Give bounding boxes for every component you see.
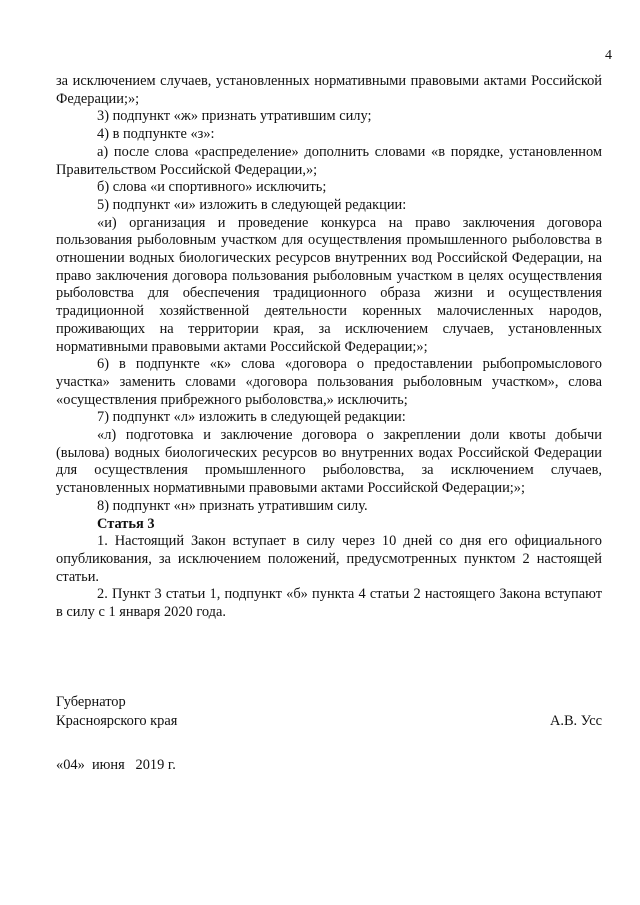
- signature-date: «04» июня 2019 г.: [56, 757, 176, 773]
- paragraph-subitem-5: 5) подпункт «и» изложить в следующей редакции:: [97, 196, 407, 213]
- paragraph-subitem-4: 4) в подпункте «з»:: [97, 126, 215, 143]
- paragraph-subitem-5-text: «и) организация и проведение конкурса на право заключения договора пользования рыболовным участком для осуществления промышленного рыболовства в отношении водных биологических ресурсов внутренних вод Российской Федерации, на право заключения договора пользования рыболовным участком в целях осуществления рыболовства для обеспечения традиционного образа жизни и осуществления традиционной хозяйственной деятельности коренных малочисленных народов, проживающих на территории края, за исключением случаев, установленных нормативными правовыми актами Российской Федерации;»;: [56, 214, 602, 355]
- article-3-paragraph-2: 2. Пункт 3 статьи 1, подпункт «б» пункта 4 статьи 2 настоящего Закона вступают в силу с 1 января 2020 года.: [56, 586, 602, 621]
- paragraph-subitem-4b: б) слова «и спортивного» исключить;: [97, 179, 327, 196]
- paragraph-subitem-7-text: «л) подготовка и заключение договора о закреплении доли квоты добычи (вылова) водных биологических ресурсов во внутренних водах Российской Федерации для осуществления промышленного рыболовства, за исключением случаев, установленных нормативными правовыми актами Российской Федерации;»;: [56, 427, 602, 497]
- signatory-row: [56, 712, 602, 731]
- paragraph-subitem-6: 6) в подпункте «к» слова «договора о предоставлении рыбопромыслового участка» заменить словами «договора пользования рыболовным участком», слова «осуществления прибрежного рыболовства,» исключить;: [56, 356, 602, 408]
- paragraph-subitem-8: 8) подпункт «н» признать утратившим силу.: [97, 497, 368, 514]
- page-number: 4: [605, 48, 612, 63]
- signatory-title: Губернатор: [56, 694, 126, 710]
- signature-block: [56, 693, 602, 775]
- article-3-heading: Статья 3: [97, 515, 155, 532]
- signatory-region: Красноярского края: [56, 713, 178, 729]
- paragraph-continuation: за исключением случаев, установленных нормативными правовыми актами Российской Федерации;»;: [56, 73, 602, 107]
- paragraph-subitem-3: 3) подпункт «ж» признать утратившим силу;: [97, 108, 372, 125]
- signatory-name: А.В. Усс: [549, 713, 602, 729]
- paragraph-subitem-4a: а) после слова «распределение» дополнить словами «в порядке, установленном Правительством Российской Федерации,»;: [56, 143, 602, 178]
- paragraph-subitem-7: 7) подпункт «л» изложить в следующей редакции:: [97, 409, 406, 426]
- article-3-paragraph-1: 1. Настоящий Закон вступает в силу через 10 дней со дня его официального опубликования, за исключением положений, предусмотренных пунктом 2 настоящей статьи.: [56, 533, 602, 585]
- law-text: [56, 73, 602, 622]
